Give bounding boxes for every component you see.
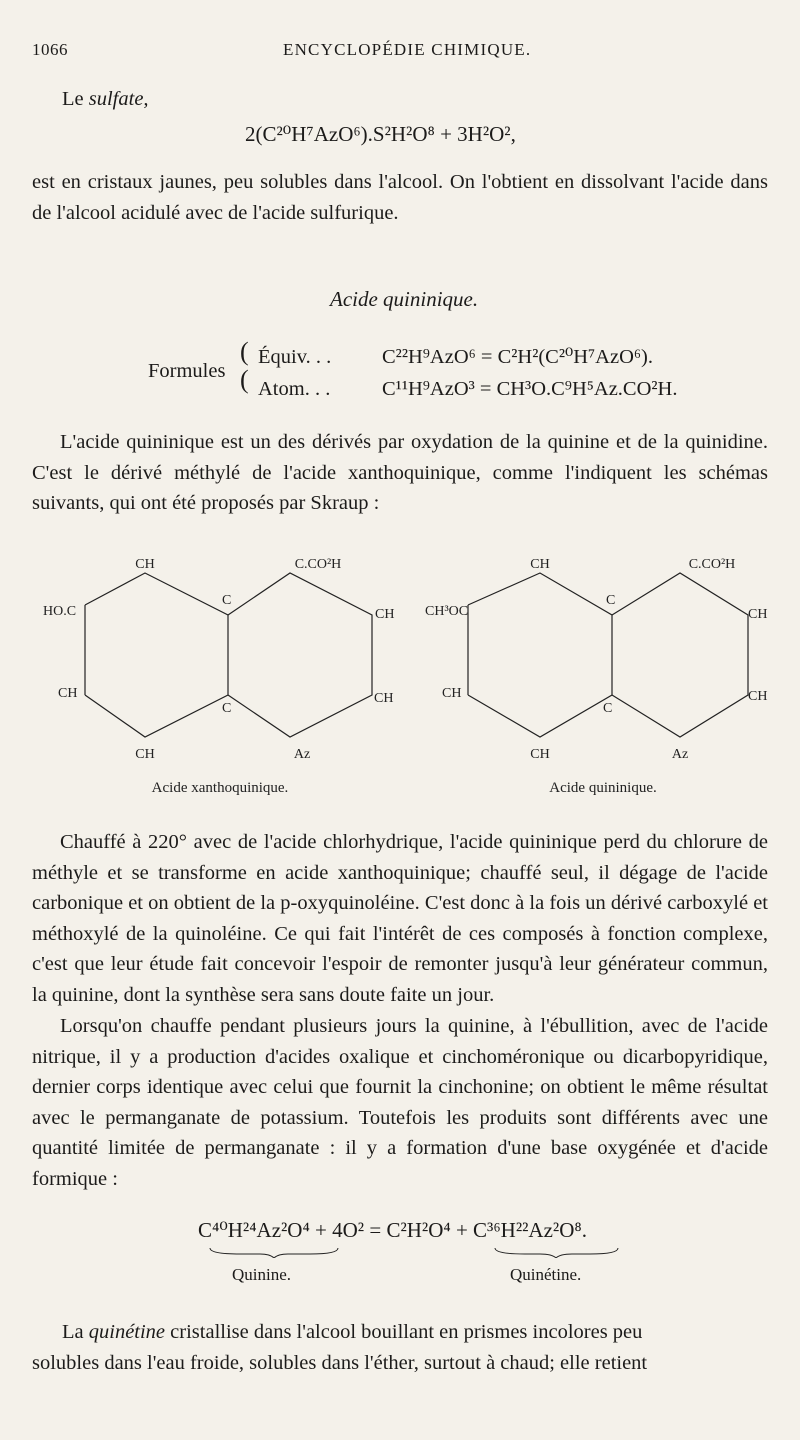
sulfate-paragraph: [32, 167, 768, 228]
quinin-label-left-lower: CH: [442, 686, 462, 701]
paragraph-lorsquon: Lorsqu'on chauffe pendant plusieurs jours la quinine, à l'ébullition, avec de l'acide nitrique, il y a production d'acides oxalique et cinchoméronique ou dicarbopyridique, dernier corps identique avec celui que fournit la cinchonine; on obtient le même résultat avec le permanganate de potassium. Toutefois les produits sont différents avec une quantité limitée de permanganate : il y a formation d'une base oxygénée et d'acide formique :: [32, 1015, 768, 1190]
formula-row-equiv-kind: Équiv. . .: [258, 346, 332, 368]
final-line-2: solubles dans l'eau froide, solubles dans l'éther, surtout à chaud; elle retient: [32, 1352, 648, 1374]
sulfate-lead: Le: [62, 88, 84, 110]
quinin-label-bottom-right: Az: [671, 747, 689, 762]
quinin-label-top-left: CH: [530, 557, 550, 572]
xantho-label-left-upper: HO.C: [43, 604, 77, 619]
equation-underbraces: [190, 1244, 630, 1258]
final-line-1: [62, 1317, 642, 1347]
intro-paragraph: L'acide quininique est un des dérivés par oxydation de la quinine et de la quinidine. C'est le dérivé méthylé de l'acide xanthoquinique, comme l'indiquent les schémas suivants, qui ont été proposés par Skraup :: [32, 431, 768, 514]
sulfate-paragraph-text: est en cristaux jaunes, peu solubles dans l'alcool. On l'obtient en dissolvant l'acide dans de l'alcool acidulé avec de l'acide sulfurique.: [32, 171, 768, 224]
quinin-label-bottom-left: CH: [530, 747, 550, 762]
formulas-label: Formules: [148, 360, 226, 382]
equation: C⁴⁰H²⁴Az²O⁴ + 4O² = C²H²O⁴ + C³⁶H²²Az²O⁸.: [198, 1218, 587, 1242]
sulfate-heading: [62, 84, 149, 114]
xantho-label-top-left: CH: [135, 557, 155, 572]
xantho-label-center-upper: C: [222, 593, 232, 608]
final-lead: La: [62, 1321, 84, 1343]
formula-row-atom-expr: C¹¹H⁹AzO³ = CH³O.C⁹H⁵Az.CO²H.: [382, 378, 678, 400]
xantho-ring-right: [228, 573, 372, 737]
final-text-line1: cristallise dans l'alcool bouillant en prismes incolores peu: [170, 1321, 643, 1343]
quinin-label-center-lower: C: [603, 701, 613, 716]
quinin-label-right-lower: CH: [748, 689, 768, 704]
quinin-ring-left: [468, 573, 612, 737]
xantho-label-right-upper: CH: [375, 607, 395, 622]
formula-row-equiv-expr: C²²H⁹AzO⁶ = C²H²(C²⁰H⁷AzO⁶).: [382, 346, 653, 368]
equation-label-quinine: Quinine.: [232, 1265, 292, 1284]
quinin-label-left-upper: CH³OC: [425, 604, 469, 619]
xantho-label-top-right: C.CO²H: [294, 557, 342, 572]
xantho-ring-left: [85, 573, 228, 737]
quinin-label-center-upper: C: [606, 593, 616, 608]
structures-figure: [0, 540, 800, 800]
quinin-label-right-upper: CH: [748, 607, 768, 622]
caption-quininique: Acide quininique.: [549, 780, 657, 796]
xantho-label-bottom-left: CH: [135, 747, 155, 762]
page-number: 1066: [32, 40, 68, 59]
quinin-label-top-right: C.CO²H: [688, 557, 736, 572]
sulfate-formula: 2(C²⁰H⁷AzO⁶).S²H²O⁸ + 3H²O²,: [245, 122, 516, 146]
xantho-label-center-lower: C: [222, 701, 232, 716]
xantho-label-left-lower: CH: [58, 686, 78, 701]
formulas-brace: ( (: [240, 337, 249, 394]
running-title: ENCYCLOPÉDIE CHIMIQUE.: [283, 40, 532, 59]
sulfate-term: sulfate,: [88, 88, 149, 110]
quinin-ring-right: [612, 573, 748, 737]
paragraph-chauffe: Chauffé à 220° avec de l'acide chlorhydrique, l'acide quininique perd du chlorure de méthyle et se transforme en acide xanthoquinique; chauffé seul, il dégage de l'acide carbonique et on obtient de la p-oxyquinoléine. C'est donc à la fois un dérivé carboxylé et méthoxylé de la quinoléine. Ce qui fait l'intérêt de ces composés à fonction complexe, c'est que leur étude fait concevoir l'espoir de remonter jusqu'à leur générateur commun, la quinine, dont la synthèse sera sans doute faite un jour.: [32, 831, 768, 1006]
caption-xanthoquinique: Acide xanthoquinique.: [151, 780, 289, 796]
xantho-label-right-lower: CH: [374, 691, 394, 706]
formula-row-atom-kind: Atom. . .: [258, 378, 331, 400]
section-title: Acide quininique.: [330, 287, 479, 311]
final-term: quinétine: [88, 1321, 166, 1343]
xantho-label-bottom-right: Az: [293, 747, 311, 762]
equation-label-quinetine: Quinétine.: [510, 1265, 582, 1284]
